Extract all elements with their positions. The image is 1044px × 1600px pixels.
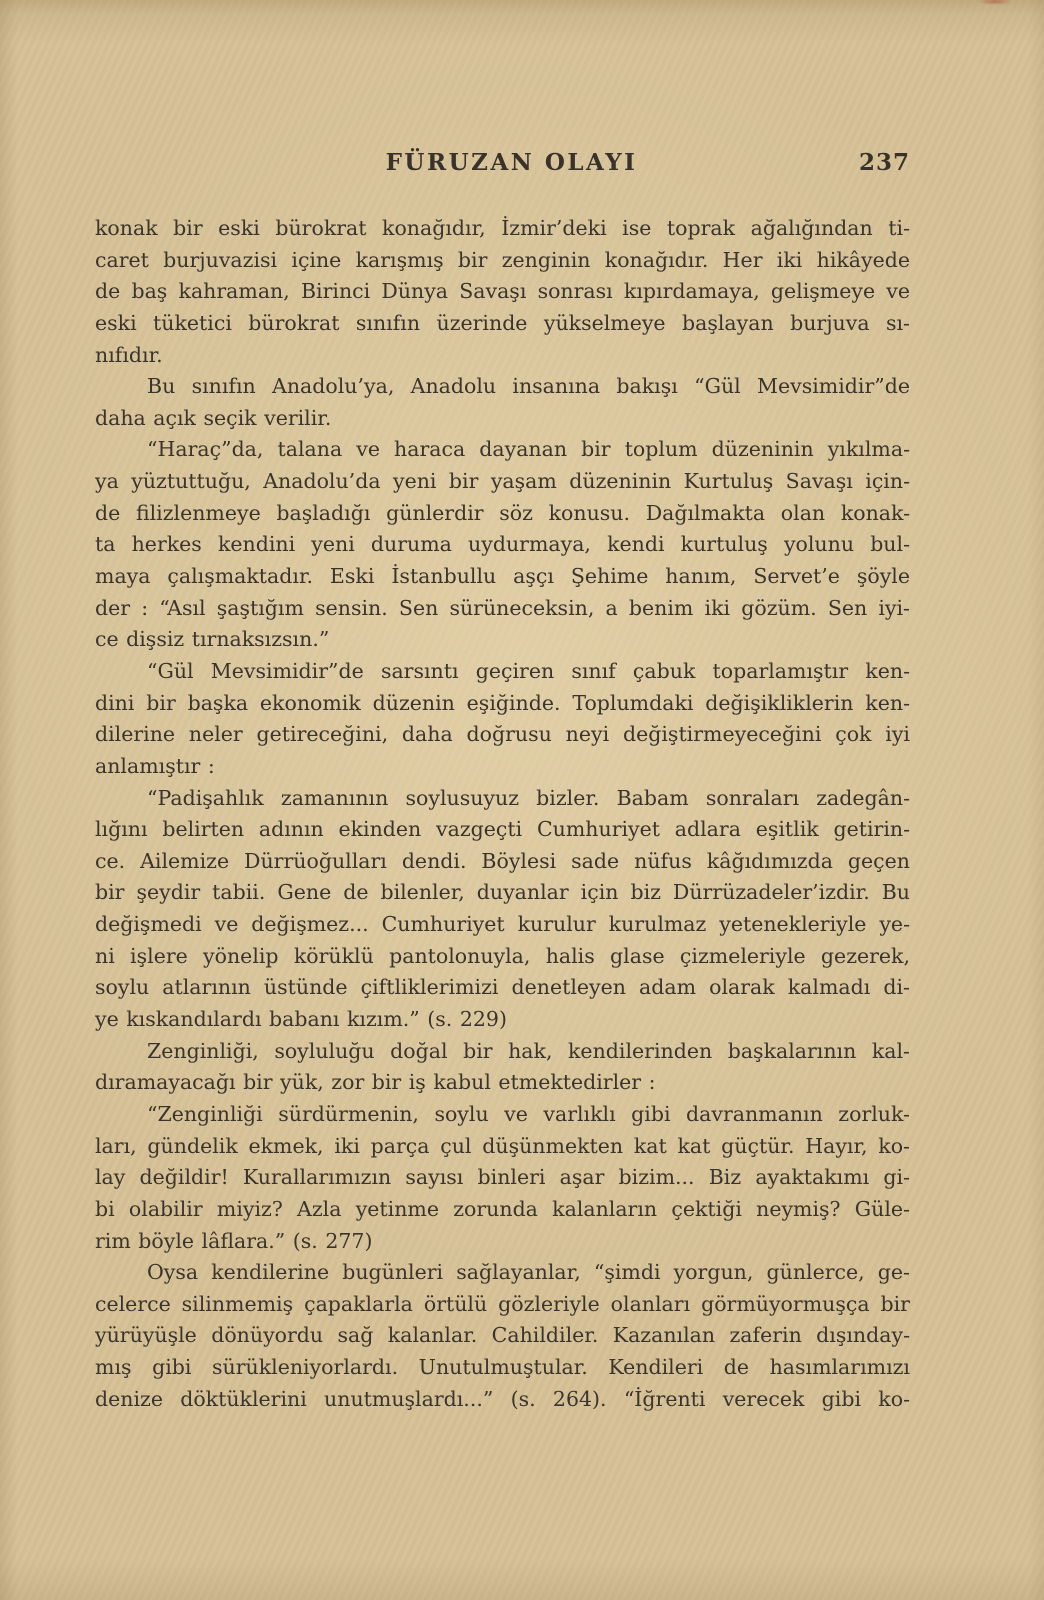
text-line: denize döktüklerini unutmuşlardı...” (s. 264). “İğrenti verecek gibi ko- bbox=[95, 1386, 910, 1411]
text-line: yürüyüşle dönüyordu sağ kalanlar. Cahildiler. Kazanılan zaferin dışınday- bbox=[95, 1323, 910, 1348]
page-number: 237 bbox=[858, 149, 910, 176]
text-line: eski tüketici bürokrat sınıfın üzerinde yükselmeye başlayan burjuva sı- bbox=[95, 310, 910, 335]
text-line: “Gül Mevsimidir”de sarsıntı geçiren sınıf çabuk toparlamıştır ken- bbox=[147, 658, 910, 683]
text-line: bi olabilir miyiz? Azla yetinme zorunda kalanların çektiği neymiş? Güle- bbox=[95, 1196, 910, 1221]
text-line: ları, gündelik ekmek, iki parça çul düşünmekten kat kat güçtür. Hayır, ko- bbox=[95, 1133, 910, 1158]
text-line: dıramayacağı bir yük, zor bir iş kabul etmektedirler : bbox=[95, 1070, 656, 1095]
text-line: “Zenginliği sürdürmenin, soylu ve varlıklı gibi davranmanın zorluk- bbox=[147, 1101, 910, 1126]
text-line: caret burjuvazisi içine karışmış bir zenginin konağıdır. Her iki hikâyede bbox=[95, 247, 910, 272]
text-line: “Padişahlık zamanının soylusuyuz bizler. Babam sonraları zadegân- bbox=[147, 785, 910, 810]
text-line: dini bir başka ekonomik düzenin eşiğinde. Toplumdaki değişikliklerin ken- bbox=[95, 690, 910, 715]
text-line: celerce silinmemiş çapaklarla örtülü gözleriyle olanları görmüyormuşça bir bbox=[95, 1291, 910, 1316]
text-line: maya çalışmaktadır. Eski İstanbullu aşçı Şehime hanım, Servet’e şöyle bbox=[95, 564, 910, 589]
text-line: ce dişsiz tırnaksızsın.” bbox=[95, 627, 330, 652]
text-line: “Haraç”da, talana ve haraca dayanan bir toplum düzeninin yıkılma- bbox=[147, 437, 910, 462]
text-line: dilerine neler getireceğini, daha doğrusu neyi değiştirmeyeceğini çok iyi bbox=[95, 722, 910, 747]
text-line: nıfıdır. bbox=[95, 342, 163, 367]
text-line: de baş kahraman, Birinci Dünya Savaşı sonrası kıpırdamaya, gelişmeye ve bbox=[95, 279, 910, 304]
text-line: bir şeydir tabii. Gene de bilenler, duyanlar için biz Dürrüzadeler’izdir. Bu bbox=[95, 880, 910, 905]
text-line: ce. Ailemize Dürrüoğulları dendi. Böylesi sade nüfus kâğıdımızda geçen bbox=[95, 848, 910, 873]
text-line: Bu sınıfın Anadolu’ya, Anadolu insanına bakışı “Gül Mevsimidir”de bbox=[147, 374, 910, 399]
text-line: ya yüztuttuğu, Anadolu’da yeni bir yaşam düzeninin Kurtuluş Savaşı için- bbox=[95, 469, 910, 494]
paper-blemish bbox=[978, 0, 1012, 5]
page-body-text bbox=[95, 213, 910, 1415]
text-line: anlamıştır : bbox=[95, 753, 215, 778]
text-line: lay değildir! Kurallarımızın sayısı binleri aşar bizim... Biz ayaktakımı gi- bbox=[95, 1165, 910, 1190]
text-line: der : “Asıl şaştığım sensin. Sen sürüneceksin, a benim iki gözüm. Sen iyi- bbox=[95, 595, 910, 620]
running-head bbox=[95, 149, 910, 179]
text-line: Zenginliği, soyluluğu doğal bir hak, kendilerinden başkalarının kal- bbox=[147, 1038, 910, 1063]
text-line: ni işlere yönelip körüklü pantolonuyla, halis glase çizmeleriyle gezerek, bbox=[95, 943, 910, 968]
text-line: daha açık seçik verilir. bbox=[95, 405, 332, 430]
running-head-title: FÜRUZAN OLAYI bbox=[385, 149, 638, 176]
text-line: mış gibi sürükleniyorlardı. Unutulmuştular. Kendileri de hasımlarımızı bbox=[95, 1355, 910, 1380]
text-line: soylu atlarının üstünde çiftliklerimizi denetleyen adam olarak kalmadı di- bbox=[95, 975, 910, 1000]
text-line: de filizlenmeye başladığı günlerdir söz konusu. Dağılmakta olan konak- bbox=[95, 500, 910, 525]
text-line: ta herkes kendini yeni duruma uydurmaya, kendi kurtuluş yolunu bul- bbox=[95, 532, 910, 557]
text-line: Oysa kendilerine bugünleri sağlayanlar, “şimdi yorgun, günlerce, ge- bbox=[147, 1260, 910, 1285]
text-line: rim böyle lâflara.” (s. 277) bbox=[95, 1228, 373, 1253]
text-line: ye kıskandılardı babanı kızım.” (s. 229) bbox=[95, 1007, 507, 1032]
text-line: lığını belirten adının ekinden vazgeçti Cumhuriyet adlara eşitlik getirin- bbox=[95, 817, 910, 842]
text-line: değişmedi ve değişmez... Cumhuriyet kurulur kurulmaz yetenekleriyle ye- bbox=[95, 912, 910, 937]
text-line: konak bir eski bürokrat konağıdır, İzmir’deki ise toprak ağalığından ti- bbox=[95, 216, 910, 240]
